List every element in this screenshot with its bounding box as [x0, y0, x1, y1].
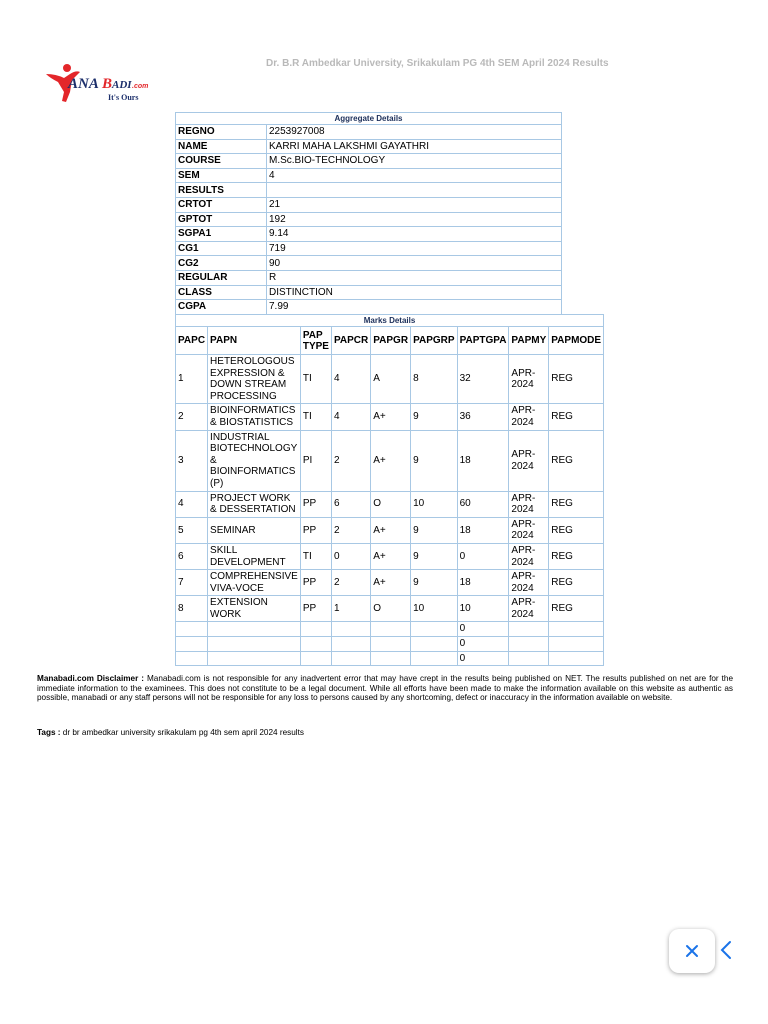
marks-cell: REG: [549, 570, 604, 596]
marks-cell: 4: [331, 404, 370, 430]
marks-cell: [509, 637, 549, 652]
marks-cell: PROJECT WORK & DESSERTATION: [208, 491, 301, 517]
marks-cell: 10: [411, 491, 458, 517]
marks-cell: REG: [549, 596, 604, 622]
svg-text:.com: .com: [132, 83, 149, 90]
aggregate-key: CRTOT: [176, 197, 267, 212]
marks-cell: 1: [331, 596, 370, 622]
aggregate-row: [176, 125, 562, 140]
marks-cell: A+: [371, 404, 411, 430]
marks-cell: 6: [176, 543, 208, 569]
aggregate-row: [176, 241, 562, 256]
marks-cell: [549, 651, 604, 666]
marks-row: [176, 622, 604, 637]
marks-cell: 0: [331, 543, 370, 569]
marks-cell: TI: [300, 404, 331, 430]
marks-column-header: PAPMY: [509, 327, 549, 355]
aggregate-key: GPTOT: [176, 212, 267, 227]
aggregate-key: COURSE: [176, 154, 267, 169]
marks-cell: APR-2024: [509, 570, 549, 596]
marks-cell: [208, 637, 301, 652]
marks-cell: APR-2024: [509, 543, 549, 569]
aggregate-key: SEM: [176, 168, 267, 183]
aggregate-key: CGPA: [176, 300, 267, 315]
svg-text:ADI: ADI: [112, 79, 132, 91]
marks-cell: 18: [457, 570, 509, 596]
marks-cell: [176, 622, 208, 637]
marks-cell: [300, 622, 331, 637]
marks-cell: [331, 651, 370, 666]
marks-caption: Marks Details: [176, 315, 604, 327]
aggregate-key: CG2: [176, 256, 267, 271]
marks-row: [176, 404, 604, 430]
marks-cell: EXTENSION WORK: [208, 596, 301, 622]
marks-row: [176, 430, 604, 491]
marks-cell: REG: [549, 355, 604, 404]
marks-row: [176, 570, 604, 596]
marks-cell: [208, 622, 301, 637]
svg-text:ANA: ANA: [68, 76, 99, 92]
marks-header-row: [176, 327, 604, 355]
marks-cell: [300, 651, 331, 666]
aggregate-value: 2253927008: [267, 125, 562, 140]
aggregate-value: 719: [267, 241, 562, 256]
aggregate-value: 9.14: [267, 227, 562, 242]
manabadi-logo[interactable]: [40, 62, 160, 106]
marks-cell: [549, 622, 604, 637]
marks-row: [176, 491, 604, 517]
marks-cell: 9: [411, 517, 458, 543]
marks-cell: [300, 637, 331, 652]
aggregate-key: CG1: [176, 241, 267, 256]
close-icon: [685, 944, 699, 958]
marks-cell: 9: [411, 543, 458, 569]
marks-cell: 18: [457, 430, 509, 491]
back-button[interactable]: [719, 940, 733, 965]
aggregate-row: [176, 270, 562, 285]
marks-cell: 9: [411, 570, 458, 596]
marks-cell: PI: [300, 430, 331, 491]
aggregate-row: [176, 139, 562, 154]
marks-cell: 2: [331, 430, 370, 491]
aggregate-key: RESULTS: [176, 183, 267, 198]
aggregate-key: NAME: [176, 139, 267, 154]
marks-cell: PP: [300, 596, 331, 622]
svg-text:B: B: [102, 76, 113, 92]
tags: [37, 728, 304, 737]
aggregate-row: [176, 183, 562, 198]
aggregate-value: [267, 183, 562, 198]
marks-cell: APR-2024: [509, 491, 549, 517]
marks-row: [176, 355, 604, 404]
disclaimer-text: Manabadi.com is not responsible for any inadvertent error that may have crept in the results being published on NET. The results published on net are for the immediate information to the examinees. This does not constitute to be a legal document. While all efforts have been made to make the information available on this website as authentic as possible, manabadi or any staff persons will not be responsible for any loss to persons caused by any shortcoming, defect or inaccuracy in the information available on website.: [37, 674, 734, 703]
marks-cell: PP: [300, 570, 331, 596]
marks-cell: A+: [371, 430, 411, 491]
marks-cell: APR-2024: [509, 596, 549, 622]
marks-cell: [176, 637, 208, 652]
marks-details-table: [175, 314, 604, 666]
aggregate-row: [176, 227, 562, 242]
aggregate-row: [176, 256, 562, 271]
aggregate-value: 7.99: [267, 300, 562, 315]
marks-cell: [331, 637, 370, 652]
marks-cell: REG: [549, 430, 604, 491]
marks-cell: [176, 651, 208, 666]
marks-cell: REG: [549, 404, 604, 430]
aggregate-value: 192: [267, 212, 562, 227]
marks-cell: SEMINAR: [208, 517, 301, 543]
marks-cell: 0: [457, 637, 509, 652]
marks-cell: [208, 651, 301, 666]
marks-column-header: PAPMODE: [549, 327, 604, 355]
marks-cell: 18: [457, 517, 509, 543]
marks-cell: [411, 622, 458, 637]
marks-cell: 9: [411, 430, 458, 491]
aggregate-row: [176, 168, 562, 183]
marks-cell: O: [371, 491, 411, 517]
marks-cell: 3: [176, 430, 208, 491]
marks-cell: 9: [411, 404, 458, 430]
tags-text: dr br ambedkar university srikakulam pg 4th sem april 2024 results: [60, 728, 304, 737]
aggregate-row: [176, 300, 562, 315]
aggregate-value: M.Sc.BIO-TECHNOLOGY: [267, 154, 562, 169]
marks-cell: TI: [300, 355, 331, 404]
marks-cell: 5: [176, 517, 208, 543]
marks-column-header: PAPC: [176, 327, 208, 355]
marks-cell: 0: [457, 622, 509, 637]
aggregate-value: 4: [267, 168, 562, 183]
marks-cell: APR-2024: [509, 404, 549, 430]
page-title: Dr. B.R Ambedkar University, Srikakulam PG 4th SEM April 2024 Results: [266, 58, 609, 69]
marks-cell: [331, 622, 370, 637]
marks-cell: REG: [549, 517, 604, 543]
marks-row: [176, 651, 604, 666]
marks-cell: HETEROLOGOUS EXPRESSION & DOWN STREAM PROCESSING: [208, 355, 301, 404]
aggregate-details-table: [175, 112, 562, 315]
marks-cell: [509, 622, 549, 637]
aggregate-row: [176, 212, 562, 227]
marks-column-header: PAPN: [208, 327, 301, 355]
aggregate-caption: Aggregate Details: [176, 113, 562, 125]
marks-cell: 6: [331, 491, 370, 517]
disclaimer: [37, 674, 733, 703]
aggregate-key: SGPA1: [176, 227, 267, 242]
marks-cell: [371, 637, 411, 652]
marks-cell: 8: [411, 355, 458, 404]
marks-cell: [411, 651, 458, 666]
marks-column-header: PAPTGPA: [457, 327, 509, 355]
marks-cell: TI: [300, 543, 331, 569]
disclaimer-label: Manabadi.com Disclaimer :: [37, 674, 144, 683]
marks-cell: 10: [457, 596, 509, 622]
marks-cell: APR-2024: [509, 517, 549, 543]
marks-cell: BIOINFORMATICS & BIOSTATISTICS: [208, 404, 301, 430]
marks-row: [176, 517, 604, 543]
marks-cell: APR-2024: [509, 430, 549, 491]
marks-row: [176, 637, 604, 652]
aggregate-value: KARRI MAHA LAKSHMI GAYATHRI: [267, 139, 562, 154]
marks-cell: 10: [411, 596, 458, 622]
aggregate-key: CLASS: [176, 285, 267, 300]
marks-cell: 0: [457, 543, 509, 569]
marks-cell: 32: [457, 355, 509, 404]
marks-cell: PP: [300, 491, 331, 517]
marks-column-header: PAP TYPE: [300, 327, 331, 355]
marks-cell: 4: [331, 355, 370, 404]
marks-cell: PP: [300, 517, 331, 543]
aggregate-value: R: [267, 270, 562, 285]
marks-column-header: PAPCR: [331, 327, 370, 355]
aggregate-key: REGNO: [176, 125, 267, 140]
aggregate-row: [176, 154, 562, 169]
marks-cell: REG: [549, 491, 604, 517]
tags-label: Tags :: [37, 728, 61, 737]
marks-cell: REG: [549, 543, 604, 569]
marks-cell: O: [371, 596, 411, 622]
marks-cell: 2: [331, 517, 370, 543]
marks-cell: 4: [176, 491, 208, 517]
marks-caption-row: [176, 315, 604, 327]
marks-cell: [549, 637, 604, 652]
marks-cell: 2: [176, 404, 208, 430]
marks-cell: 7: [176, 570, 208, 596]
marks-cell: A: [371, 355, 411, 404]
aggregate-caption-row: [176, 113, 562, 125]
close-button[interactable]: [669, 929, 715, 973]
marks-cell: 8: [176, 596, 208, 622]
marks-row: [176, 596, 604, 622]
marks-cell: 1: [176, 355, 208, 404]
marks-cell: A+: [371, 517, 411, 543]
aggregate-key: REGULAR: [176, 270, 267, 285]
aggregate-value: DISTINCTION: [267, 285, 562, 300]
svg-text:It's Ours: It's Ours: [108, 93, 139, 102]
aggregate-value: 90: [267, 256, 562, 271]
aggregate-row: [176, 285, 562, 300]
aggregate-value: 21: [267, 197, 562, 212]
marks-cell: [411, 637, 458, 652]
marks-column-header: PAPGRP: [411, 327, 458, 355]
marks-column-header: PAPGR: [371, 327, 411, 355]
marks-cell: [509, 651, 549, 666]
marks-cell: APR-2024: [509, 355, 549, 404]
marks-cell: 0: [457, 651, 509, 666]
marks-cell: COMPREHENSIVE VIVA-VOCE: [208, 570, 301, 596]
marks-row: [176, 543, 604, 569]
marks-cell: 60: [457, 491, 509, 517]
marks-cell: 36: [457, 404, 509, 430]
chevron-left-icon: [719, 940, 733, 960]
marks-cell: 2: [331, 570, 370, 596]
marks-cell: [371, 622, 411, 637]
manabadi-logo-icon: [40, 62, 160, 106]
marks-cell: A+: [371, 570, 411, 596]
aggregate-row: [176, 197, 562, 212]
marks-cell: [371, 651, 411, 666]
marks-cell: SKILL DEVELOPMENT: [208, 543, 301, 569]
marks-cell: INDUSTRIAL BIOTECHNOLOGY & BIOINFORMATICS (P): [208, 430, 301, 491]
marks-cell: A+: [371, 543, 411, 569]
